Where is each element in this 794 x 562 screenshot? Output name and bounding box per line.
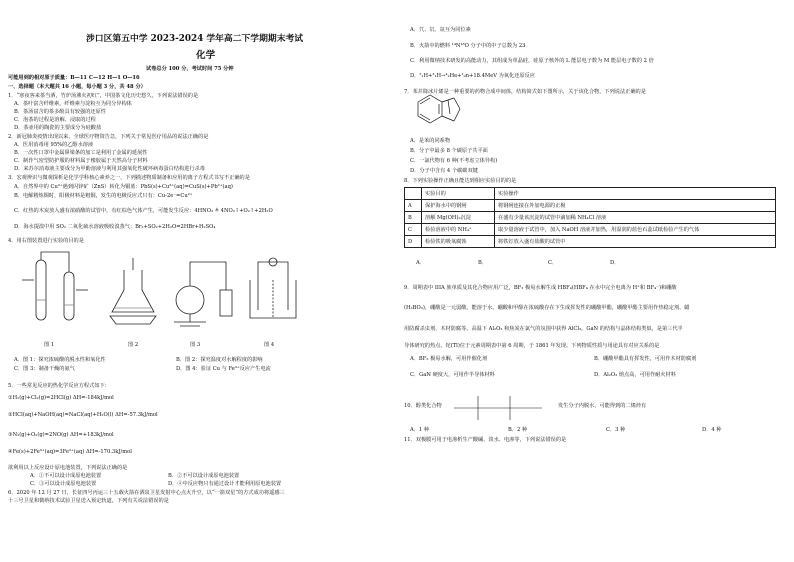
q9-line-1: 9．周期表中 IIIA 族单质及其化合物应用广泛，BF₃ 极易水解生成 HBF₄(HBF₄ 在水中完全电离为 H⁺和 BF₄⁻)和硼酸 bbox=[404, 285, 677, 291]
figure-4-cell bbox=[250, 258, 296, 318]
q9-option-c[interactable]: C．GaN 硬度大，可用作半导体材料 bbox=[410, 372, 495, 378]
fig4-label: 图 4 bbox=[264, 342, 275, 348]
q3-option-b[interactable]: B．电解精炼铜时，阳极材料是粗铜，发生的电极反应式只有：Cu-2e⁻=Cu²⁺ bbox=[14, 193, 193, 199]
q6-option-d[interactable]: D．²₁H+³₁H→⁴₂He+¹₀n+18.4MeV 为氧化还原反应 bbox=[410, 73, 535, 79]
q6-option-c[interactable]: C．利用微纳技术研发的高能动力，其组成为单晶硅，硅原子核外的 L 能层电子数为 M 能层电子数的 2 倍 bbox=[410, 58, 654, 64]
q5-reaction-3: ③N₂(g)+O₂(g)=2NO(g) ΔH=+183kJ/mol bbox=[8, 432, 114, 438]
q7-stem: 7．苯并降冰片烯是一种重要的药物合成中间体，结构简式如下图所示，关于该化合物，下列说法正确的是 bbox=[404, 89, 646, 95]
q8-stem: 8．下列实验操作正确且能达到相应实验目的的是 bbox=[404, 178, 517, 184]
q7-option-b[interactable]: B．分子中最多 8 个碳原子共平面 bbox=[410, 148, 488, 154]
table-cell: 将钢闸连接在外加电源的正极 bbox=[495, 200, 776, 212]
table-row bbox=[405, 212, 776, 224]
q8-table bbox=[404, 187, 776, 248]
table-cell: D bbox=[405, 236, 422, 248]
q2-option-a[interactable]: A．医用消毒用 95%的乙醇水溶液 bbox=[14, 142, 94, 148]
school-title: 涉口区第五中学 2023-2024 学年高二下学期期末考试 bbox=[86, 34, 304, 44]
table-cell: A bbox=[405, 200, 422, 212]
q3-option-a[interactable]: A．自然界中的 Cu²⁺遇到闪锌矿（ZnS）转化为铜蓝：PbS(s)+Cu²⁺(aq)=CuS(s)+Pb²⁺(aq) bbox=[14, 184, 233, 190]
q2-stem: 2．新冠肺炎疫情出现以来，全球医疗物资告急，下列关于常见医疗用品的说法正确的是 bbox=[8, 134, 209, 140]
q8-option-c[interactable]: C． bbox=[548, 260, 558, 266]
table-header-cell: 实验操作 bbox=[495, 188, 776, 200]
q5-option-a[interactable]: A．①不可以设计成原电池装置 bbox=[30, 473, 102, 479]
atomic-masses: 可能用到的相对原子质量：B—11 C—12 H—1 O—16 bbox=[8, 75, 140, 81]
q4-stem: 4．用右图装置进行实验的目的是 bbox=[8, 238, 84, 244]
q4-option-d[interactable]: D．图 4：验证 Cu 与 Fe³⁺反应产生电流 bbox=[176, 366, 271, 372]
q8-option-d[interactable]: D． bbox=[610, 260, 620, 266]
table-cell: 检验溶液中的 NH₄⁺ bbox=[422, 224, 495, 236]
q5-option-c[interactable]: C．③可以设计成原电池装置 bbox=[30, 481, 97, 487]
q9-option-a[interactable]: A．BF₃ 极易水解，可用作催化剂 bbox=[410, 356, 488, 362]
q6-stem-cont: 十三号卫星和微纳技术试验卫星送入预定轨道，下列有关说法错误的是 bbox=[8, 498, 169, 504]
q7-option-a[interactable]: A．是苯的同系物 bbox=[410, 138, 451, 144]
q4-option-b[interactable]: B．图 2：探究温度对水解程度的影响 bbox=[176, 357, 263, 363]
q6-stem: 6．2020 年 12 月 27 日，长征四号丙运三十五载火箭在酒泉卫星发射中心点火升空，以“一箭双星”的方式成功将遥感三 bbox=[8, 490, 285, 496]
table-row bbox=[405, 200, 776, 212]
q10-option-b[interactable]: B．2 种 bbox=[508, 427, 528, 433]
fig2-label: 图 2 bbox=[128, 342, 139, 348]
table-cell: 保护海水中的钢闸 bbox=[422, 200, 495, 212]
q2-option-c[interactable]: C．制作气密型防护服的材料属于橡胶属于天然高分子材料 bbox=[14, 158, 148, 164]
q4-option-a[interactable]: A．图 1：探究浓硫酸的脱水性和氧化性 bbox=[14, 357, 106, 363]
table-cell: B bbox=[405, 212, 422, 224]
q10-option-a[interactable]: A．1 种 bbox=[410, 427, 430, 433]
table-row bbox=[405, 236, 776, 248]
table-header-cell bbox=[405, 188, 422, 200]
table-row bbox=[405, 224, 776, 236]
q10-option-d[interactable]: D．4 种 bbox=[702, 427, 722, 433]
table-cell: 溶解 Mg(OH)₂沉淀 bbox=[422, 212, 495, 224]
q9-line-2: (H₃BO₃)，硼酸是一元弱酸，能溶于水，硼酸和甲醇在浓硫酸存在下生成挥发性的硼酸甲酯，硼酸甲酯主要用作热稳定剂、蜡 bbox=[404, 305, 690, 311]
q5-reaction-2: ②HCl(aq)+NaOH(aq)=NaCl(aq)+H₂O(l) ΔH=-57.3kJ/mol bbox=[8, 412, 158, 418]
q5-option-d[interactable]: D．④中反应物只有通过设计才能利用原电池装置 bbox=[168, 481, 282, 487]
subject-title: 化学 bbox=[196, 50, 216, 61]
figure-1-test-tubes bbox=[22, 252, 88, 320]
q5-reaction-4: ④Fe(s)+2Fe³⁺(aq)=3Fe²⁺(aq) ΔH=-170.3kJ/mol bbox=[8, 449, 132, 455]
q10-option-c[interactable]: C．3 种 bbox=[606, 427, 626, 433]
q3-option-c[interactable]: C．红热的木炭放入盛有浓硝酸的试管中，有红棕色气体产生，可能发生反应：4HNO₃ ≜ 4NO₂↑+O₂↑+2H₂O bbox=[14, 208, 273, 214]
q3-stem: 3．宏观辨识与微观探析是化学学科核心素养之一，下列描述物质制备和应用的离子方程式书写不正确的是 bbox=[8, 175, 250, 181]
q11-stem: 11．双极膜可用于电渗析生产酸碱、淡水、电渗等，下列说法错误的是 bbox=[404, 437, 567, 443]
q2-option-d[interactable]: D．来苏尔消毒液主要成分为甲酚溶液与利用其强氧化性破坏病毒蛋白结构进行杀毒 bbox=[14, 166, 205, 172]
q1-option-b[interactable]: B．茶汤富含的茶多酚具有较强的还原性 bbox=[14, 109, 106, 115]
q1-option-d[interactable]: D．茶壶用的陶瓷的主要成分为硅酸盐 bbox=[14, 125, 102, 131]
table-cell: C bbox=[405, 224, 422, 236]
q6-option-b[interactable]: B．火箭中的燃料 ¹⁴N¹⁸O 分子中的中子总数为 23 bbox=[410, 43, 526, 49]
table-header-cell: 实验目的 bbox=[422, 188, 495, 200]
q5-stem: 5．一些常见反应的热化学反应方程式如下： bbox=[8, 383, 110, 389]
q4-apparatus-figures bbox=[14, 250, 304, 340]
q9-option-d[interactable]: D．Al₂O₃ 熔点高，可用作耐火材料 bbox=[594, 372, 676, 378]
q1-stem: 1．“寒夜客来茶当酒，竹炉汤沸火初红”，中国茶文化历史悠久，下列说法错误的是 bbox=[8, 93, 199, 99]
q5-option-b[interactable]: B．②不可以设计成原电池装置 bbox=[168, 473, 240, 479]
table-cell: 检验铁的吸氧腐蚀 bbox=[422, 236, 495, 248]
q10-stem: 10．醇类化合物 bbox=[404, 403, 442, 409]
q2-option-b[interactable]: B．一次性口罩中金属鼻梁条的加工是利用了金属的延展性 bbox=[14, 150, 148, 156]
q10-alcohol-structure bbox=[448, 392, 548, 424]
figure-2-flask bbox=[110, 258, 156, 324]
fig3-label: 图 3 bbox=[190, 342, 201, 348]
exam-info: 试卷总分 100 分，考试时间 75 分钟 bbox=[146, 66, 234, 72]
table-cell: 将铁钉放入盛有盐酸的试管中 bbox=[495, 236, 776, 248]
q7-structure bbox=[404, 94, 464, 136]
q6-option-a[interactable]: A．氕、氘、氚互为同位素 bbox=[410, 27, 471, 33]
q8-option-b[interactable]: B． bbox=[478, 260, 487, 266]
q1-option-a[interactable]: A．茶叶富含纤维素，纤维素与淀粉互为同分异构体 bbox=[14, 101, 132, 107]
q10-stem-tail: 发生分子内脱水，可能得到的二烯烃有 bbox=[558, 403, 647, 409]
q5-question: 欲利用以上反应设计原电池装置，下列说法正确的是 bbox=[8, 465, 128, 471]
section-heading: 一、选择题（本大题共 16 小题，每小题 3 分，共 48 分） bbox=[8, 84, 146, 90]
q9-line-4: 导体研究的热点。铊(Tl)位于元素周期表中第 6 周期，于 1861 年发现。下列物质性质与用途具有对应关系的是 bbox=[404, 343, 660, 349]
q7-option-c[interactable]: C．一氯代物有 6 种(不考虑立体异构) bbox=[410, 158, 498, 164]
fig1-label: 图 1 bbox=[44, 342, 55, 348]
q4-option-c[interactable]: C．图 3：制备干燥的氨气 bbox=[14, 366, 75, 372]
q8-option-a[interactable]: A． bbox=[416, 260, 425, 266]
table-header-row bbox=[405, 188, 776, 200]
q1-option-c[interactable]: C．泡茶的过程是溶解、浸取的过程 bbox=[14, 117, 96, 123]
table-cell: 取少量溶液于试管中，加入 NaOH 溶液并加热，用湿润的蓝色石蕊试纸检验产生的气体 bbox=[495, 224, 776, 236]
q5-reaction-1: ①H₂(g)+Cl₂(g)=2HCl(g) ΔH=-184kJ/mol bbox=[8, 395, 114, 401]
table-cell: 在盛有少量该沉淀的试管中滴加稀 NH₄Cl 溶液 bbox=[495, 212, 776, 224]
q9-option-b[interactable]: B．硼酸甲酯具有挥发性，可用作木材防腐剂 bbox=[594, 356, 697, 362]
q7-option-d[interactable]: D．分子中含有 4 个碳碳双键 bbox=[410, 168, 478, 174]
figure-3-gas-setup bbox=[174, 262, 232, 326]
q3-option-d[interactable]: D．海水提溴中用 SO₂ 二氧化硫水溶液吸收溴蒸气：Br₂+SO₂+2H₂O=2HBr+H₂SO₄ bbox=[14, 224, 216, 230]
q9-line-3: 用防腐杀虫剂、木材防腐等。高温下 Al₂O₃ 和焦炭在氯气的氛围中获得 AlCl₃。GaN 的结构与晶体结构类似，是第三代半 bbox=[404, 326, 683, 332]
